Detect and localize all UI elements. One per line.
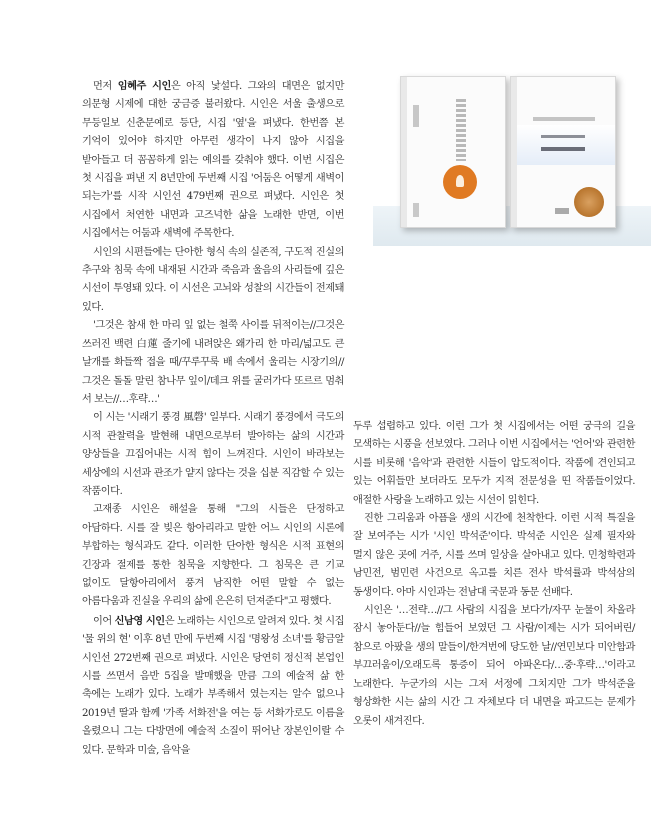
paragraph-text: 은 아직 낯설다. 그와의 대면은 없지만 의문형 시제에 대한 궁금증 불러왔다. 시인은 서울 출생으로 무등일보 신춘문예로 등단, 시집 '옆'을 펴냈다. 한번쯤 본 기억이 있어야 하지만 아무런 생각이 나지 않아 시집을 받아들고 더 꼼꼼하게 읽는 예의를 갖춰야 했다. 이번 시집은 첫 시집을 펴낸 지 8년만에 두번째 시집 '어둠은 어떻게 새벽이 되는가'를 시작 시인선 479번째 권으로 펴냈다. 시인은 첫 시집에서 처연한 내면과 고즈넉한 삶을 노래한 반면, 이번 시집에서는 어둠과 새벽에 주목한다.: [82, 81, 344, 240]
book-covers-illustration: [373, 58, 651, 248]
paragraph: [82, 77, 344, 244]
book-cover-emblem: [574, 187, 604, 217]
paragraph: [82, 612, 344, 760]
article-column-right: [353, 418, 635, 731]
paragraph: 고재종 시인은 해설을 통해 "그의 시들은 단정하고 아담하다. 시를 잘 빚은 항아리라고 말한 어느 시인의 시론에 부합하는 형식과도 같다. 이러한 단아한 형식은 시적 표현의 긴장과 절제를 통한 침묵을 지향한다. 그 침묵은 큰 기교 없이도 달항아리에서 풍겨 남직한 어떤 말할 수 없는 아름다움과 진실을 우리의 삶에 은은히 던져준다"고 평했다.: [82, 504, 344, 608]
book-series-line: [533, 117, 595, 121]
paragraph: 두루 섭렵하고 있다. 이런 그가 첫 시집에서는 어떤 궁극의 길을 모색하는 시풍을 선보였다. 그러나 이번 시집에서는 '언어'와 관련한 시를 비롯해 '음악'과 관련한 시들이 압도적이다. 작품에 견인되고 있는 어휘들만 보더라도 모두가 지적 전문성을 띤 작품들이었다. 애절한 사랑을 노래하고 있는 시선이 읽힌다.: [353, 421, 635, 506]
paragraph: 진한 그리움과 아픔을 생의 시간에 천착한다. 이런 시적 특질을 잘 보여주는 시가 '시인 박석준'이다. 박석준 시인은 실제 필자와 멀지 않은 곳에 거주, 시를 쓰며 일상을 살아내고 있다. 민청학련과 남민전, 범민련 사건으로 옥고를 치른 전사 박석률과 박석삼의 동생이다. 아마 시인과는 전남대 국문과 동문 선배다.: [353, 513, 635, 598]
book-author-line: [541, 135, 585, 138]
book-publisher-mark: [413, 203, 419, 217]
paragraph-text: 이어: [93, 615, 115, 627]
book-cover-2: [510, 76, 616, 228]
poet-name: 임혜주 시인: [117, 80, 171, 92]
book-publisher-mark: [555, 208, 569, 214]
paragraph: 이 시는 '시래기 풍경 風磬' 일부다. 시래기 풍경에서 극도의 시적 관찰력을 발현해 내면으로부터 발아하는 삶의 시간과 양상들을 끄집어내는 시적 힘이 느껴진다. 시인이 바라보는 세상에의 시선과 관조가 얕지 않다는 것을 십분 직감할 수 있는 작품이다.: [82, 412, 344, 497]
book-title-band: [517, 125, 615, 165]
book-spine: [401, 77, 407, 227]
paragraph: 시인의 시편들에는 단아한 형식 속의 실존적, 구도적 진실의 추구와 침묵 속에 내재된 시간과 죽음과 울음의 사리들에 깊은 시선이 투영돼 있다. 이 시선은 고뇌와 성찰의 시간들이 전제돼 있다.: [82, 246, 344, 313]
book-vertical-title: [456, 99, 466, 161]
poet-name: 신남영 시인: [114, 614, 165, 627]
article-column-left: [82, 77, 344, 760]
poem-quote: 시인은 '…전략…//그 사람의 시집을 보다가/자꾸 눈물이 차올라 잠시 놓아둔다//늘 힘들어 보였던 그 사람/이제는 시가 되어버린/참으로 아팠을 생의 말들이/한겨번에 당도한 날//연민보다 미안함과 부끄러움이/오래도록 통증이 되어 아파온다/…중·후략…'이라고 노래한다. 누군가의 시는 그저 서정에 그치지만 그가 박석준을 형상화한 시는 삶의 시간 그 자체보다 더 내면을 파고드는 문제가 오롯이 새겨진다.: [353, 605, 635, 727]
paragraph-text: 먼저: [93, 81, 118, 92]
book-series-mark: [413, 105, 419, 127]
book-title-line: [541, 147, 585, 151]
book-cover-emblem: [443, 165, 477, 199]
book-cover-1: [400, 76, 506, 228]
poem-quote: '그것은 참새 한 마리 잎 없는 철쭉 사이를 뒤적이는//그것은 쓰러진 백련 白蓮 줄기에 내려앉은 왜가리 한 마리/넓고도 큰 날개를 화들짝 접을 때/꾸루꾸룩 배 속에서 울리는 시장기의//그것은 돌돌 말린 참나무 잎이/데크 위를 굴러가다 또르르 멈춰 서 보는//…후략…': [82, 320, 344, 405]
paragraph-text: 은 노래하는 시인으로 알려져 있다. 첫 시집 '물 위의 현' 이후 8년 만에 두번째 시집 '명왕성 소녀'를 황금알 시인선 272번째 권으로 펴냈다. 시인은 당연히 정신적 본업인 시를 쓰면서 음반 5집을 발매했을 만큼 그의 예술적 삶 한 축에는 노래가 있다. 노래가 부족해서 였는지는 알수 없으나 2019년 딸과 함께 '가족 서화전'을 여는 등 서화가로도 이름을 올렸으니 그는 다방면에 예술적 소질이 뛰어난 장본인이랄 수 있다. 문학과 미술, 음악을: [82, 615, 344, 756]
